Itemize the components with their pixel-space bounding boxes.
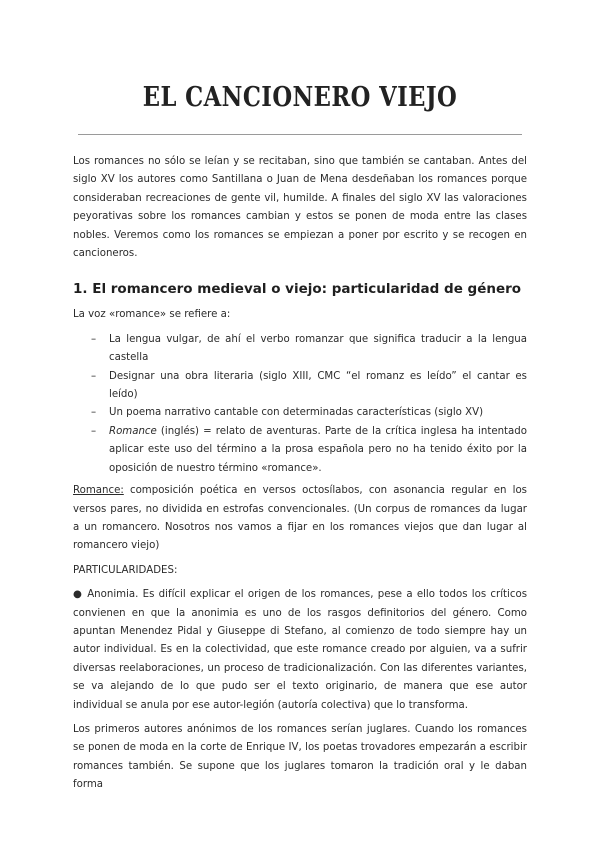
list-item (73, 404, 527, 422)
section-heading: 1. El romancero medieval o viejo: particularidad de género (73, 281, 522, 298)
list-item (73, 368, 527, 405)
meanings-list (73, 331, 527, 478)
voz-intro: La voz «romance» se refiere a: (73, 309, 231, 321)
bullet-marker: ● (73, 589, 83, 601)
definition-paragraph (73, 482, 527, 556)
list-item-italic-term: Romance (109, 425, 157, 437)
dash-marker: – (91, 407, 97, 419)
definition-text: composición poética en versos octosílabos, con asonancia regular en los versos pares, no dividida en estrofas convencionales. (Un corpus de romances da lugar a un romancero. Nosotros nos vamos a fijar en los romances viejos que dan lugar al romancero viejo) (73, 485, 527, 552)
list-item-text: (inglés) = relato de aventuras. Parte de la crítica inglesa ha intentado aplicar este uso del término a la prosa española pero no ha tenido éxito por la oposición de nuestro término «romance». (109, 425, 527, 474)
particularidades-label: PARTICULARIDADES: (73, 564, 178, 576)
intro-paragraph: Los romances no sólo se leían y se recitaban, sino que también se cantaban. Antes del siglo XV los autores como Santillana o Juan de Mena desdeñaban los romances porque consideraban recreaciones de gente vil, humilde. A finales del siglo XV las valoraciones peyorativas sobre los romances cambian y estos se ponen de moda entre las clases nobles. Veremos como los romances se empiezan a poner por escrito y se recogen en cancioneros. (73, 156, 527, 260)
list-item-text: Un poema narrativo cantable con determinadas características (siglo XV) (109, 407, 484, 419)
dash-marker: – (91, 425, 97, 437)
page-title: EL CANCIONERO VIEJO (142, 82, 458, 113)
title-divider (78, 134, 522, 135)
anonimia-text: Anonimia. Es difícil explicar el origen de los romances, pese a ello todos los críticos convienen en que la anonimia es uno de los rasgos definitorios del género. Como apuntan Menendez Pidal y Giuseppe di Stefano, al comienzo de todo siempre hay un autor individual. Es en la colectividad, que este romance creado por alguien, va a sufrir diversas reelaboraciones, un proceso de tradicionalización. Con las diferentes variantes, se va alejando de lo que pudo ser el texto originario, de manera que ese autor individual se anula por ese autor-legión (autoría colectiva) que lo transforma. (73, 589, 528, 711)
anonimia-paragraph (73, 586, 527, 715)
dash-marker: – (91, 370, 97, 382)
list-item-text: Designar una obra literaria (siglo XIII, CMC “el romanz es leído” el cantar es leído) (109, 370, 527, 401)
definition-term: Romance: (73, 485, 124, 497)
juglares-paragraph: Los primeros autores anónimos de los romances serían juglares. Cuando los romances se ponen de moda en la corte de Enrique IV, los poetas trovadores empezarán a escribir romances también. Se supone que los juglares tomaron la tradición oral y le daban forma (73, 723, 527, 791)
list-item (73, 331, 527, 368)
list-item (73, 423, 527, 478)
dash-marker: – (91, 333, 97, 345)
list-item-text: La lengua vulgar, de ahí el verbo romanzar que significa traducir a la lengua castella (109, 333, 527, 364)
